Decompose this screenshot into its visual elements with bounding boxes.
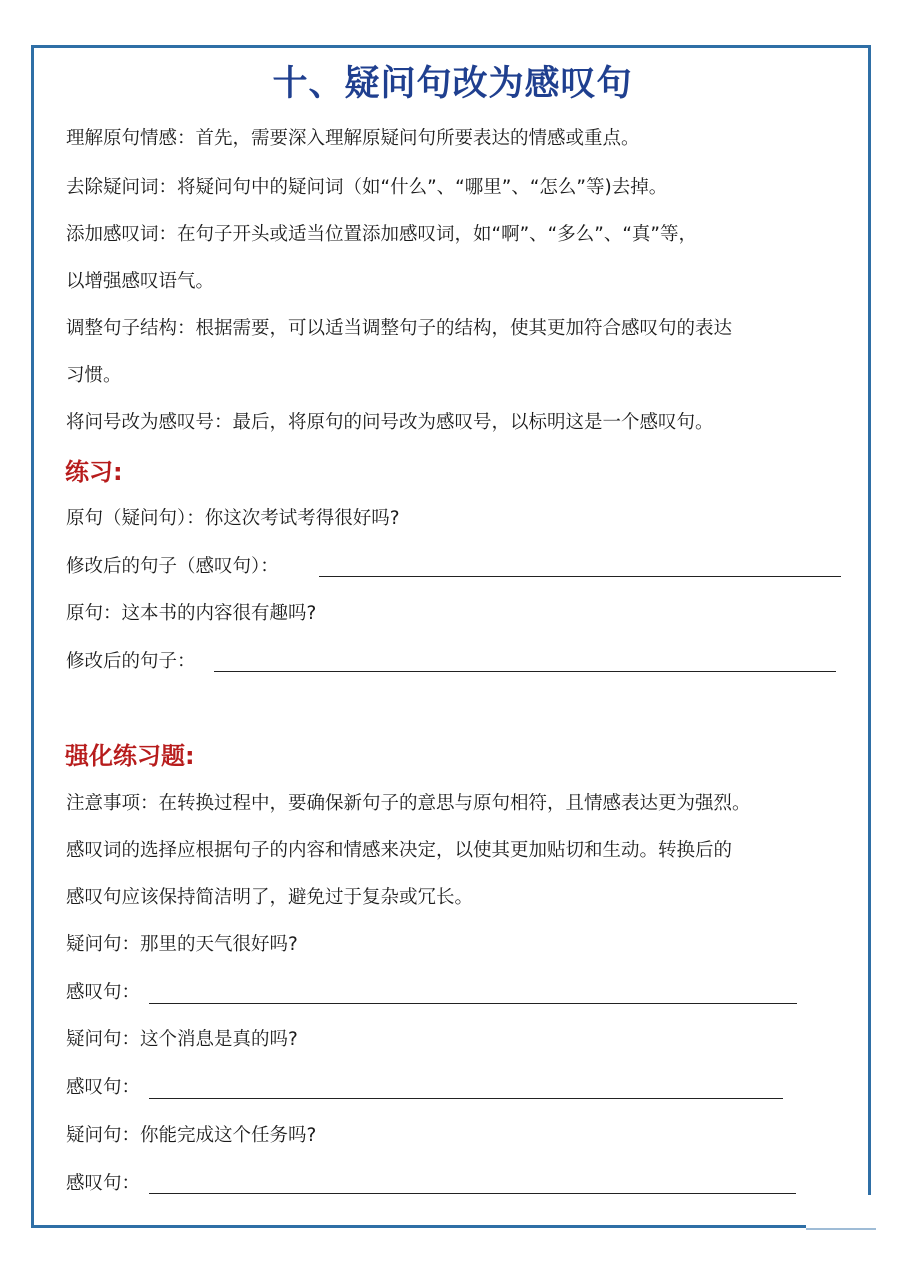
exercise-answer-label: 感叹句：: [66, 1173, 141, 1194]
intro-line: 将问号改为感叹号：最后，将原句的问号改为感叹号，以标明这是一个感叹句。: [66, 412, 714, 433]
practice-answer-label: 修改后的句子：: [66, 651, 196, 672]
note-line: 注意事项：在转换过程中，要确保新句子的意思与原句相符，且情感表达更为强烈。: [66, 793, 751, 814]
note-line: 感叹词的选择应根据句子的内容和情感来决定，以使其更加贴切和生动。转换后的: [66, 840, 733, 861]
exercise-answer-label: 感叹句：: [66, 1077, 141, 1098]
answer-blank-line: [319, 576, 841, 577]
practice-question: 原句（疑问句）：你这次考试考得很好吗?: [66, 508, 400, 529]
intro-line: 以增强感叹语气。: [66, 271, 215, 292]
answer-blank-line: [149, 1003, 797, 1004]
border-fragment: [806, 1228, 876, 1230]
note-line: 感叹句应该保持简洁明了，避免过于复杂或冗长。: [66, 887, 474, 908]
answer-blank-line: [149, 1098, 783, 1099]
intro-line: 调整句子结构：根据需要，可以适当调整句子的结构，使其更加符合感叹句的表达: [66, 318, 733, 339]
intro-line: 去除疑问词：将疑问句中的疑问词（如“什么”、“哪里”、“怎么”等)去掉。: [66, 177, 668, 198]
intro-line: 理解原句情感：首先，需要深入理解原疑问句所要表达的情感或重点。: [66, 128, 640, 149]
practice-heading: 练习:: [65, 458, 123, 486]
answer-blank-line: [214, 671, 836, 672]
intro-line: 添加感叹词：在句子开头或适当位置添加感叹词，如“啊”、“多么”、“真”等，: [66, 224, 698, 245]
practice-question: 原句：这本书的内容很有趣吗?: [66, 603, 317, 624]
practice-answer-label: 修改后的句子（感叹句）：: [66, 556, 279, 577]
exercise-question: 疑问句：这个消息是真的吗?: [66, 1029, 298, 1050]
reinforce-heading: 强化练习题:: [65, 742, 195, 770]
exercise-question: 疑问句：那里的天气很好吗?: [66, 934, 298, 955]
answer-blank-line: [149, 1193, 796, 1194]
exercise-answer-label: 感叹句：: [66, 982, 141, 1003]
page-title: 十、疑问句改为感叹句: [272, 64, 633, 104]
exercise-question: 疑问句：你能完成这个任务吗?: [66, 1125, 317, 1146]
intro-line: 习惯。: [66, 365, 122, 386]
